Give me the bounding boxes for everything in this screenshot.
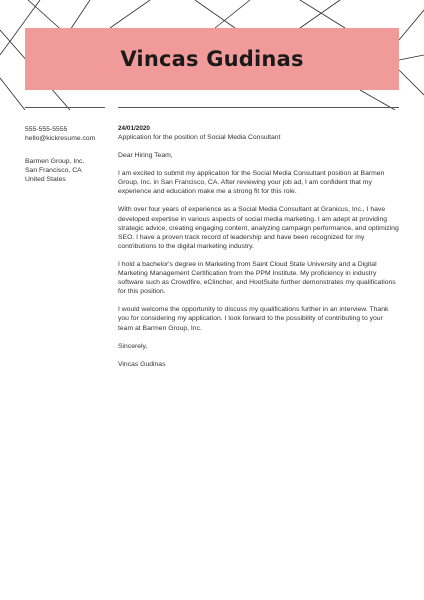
recipient-city: San Francisco, CA <box>25 167 82 174</box>
contact-block <box>25 125 113 143</box>
letter-subject: Application for the position of Social Media Consultant <box>118 134 281 141</box>
letter-body <box>118 125 399 378</box>
paragraph: I am excited to submit my application for the Social Media Consultant position at Barmen Group, Inc. in San Francisco, CA. After reviewing your job ad, I am confident that my experience and education make me a strong fit for this role. <box>118 170 385 196</box>
signature: Vincas Gudinas <box>118 360 166 368</box>
paragraph: I would welcome the opportunity to discuss my qualifications further in an interview. Thank you for considering my application. I look forward to the possibility of contributing to your team at Barmen Group, Inc. <box>118 306 389 332</box>
recipient-block <box>25 157 113 184</box>
recipient-company: Barmen Group, Inc. <box>25 158 85 165</box>
email-address[interactable]: hello@kickresume.com <box>25 135 96 142</box>
paragraph: I hold a bachelor's degree in Marketing from Saint Cloud State University and a Digital Marketing Management Certification from the PPM Institute. My proficiency in industry software such as Crowdfire, eClincher, and HootSuite further demonstrates my qualifications for this position. <box>118 260 396 296</box>
letter-date: 24/01/2020 <box>118 125 150 132</box>
phone-number: 555-555-5555 <box>25 126 68 133</box>
sidebar <box>25 125 113 198</box>
closing: Sincerely, <box>118 342 148 350</box>
letter-divider <box>118 107 399 108</box>
recipient-country: United States <box>25 176 66 183</box>
paragraph: With over four years of experience as a Social Media Consultant at Granicus, Inc., I have developed expertise in various aspects of social media marketing. I am adept at providing strategic advice, creating engaging content, analyzing campaign performance, and optimizing SEO. I have a proven track record of leadership and have been recognized for my contributions to the digital marketing industry. <box>118 206 399 250</box>
greeting: Dear Hiring Team, <box>118 152 173 160</box>
applicant-name: Vincas Gudinas <box>120 47 304 71</box>
name-banner <box>25 28 399 90</box>
sidebar-divider <box>25 107 105 108</box>
